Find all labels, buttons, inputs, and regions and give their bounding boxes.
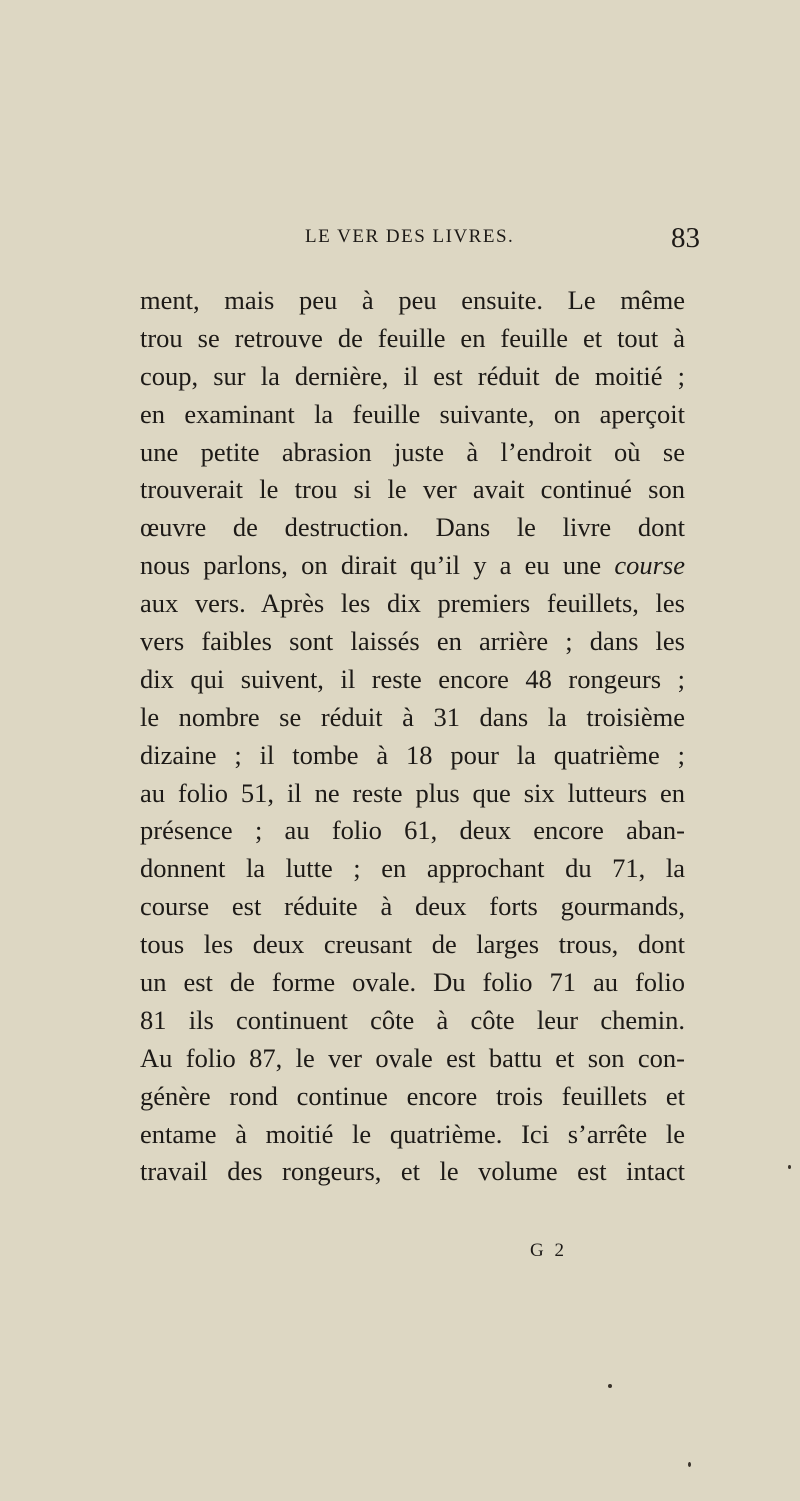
text-line: aux vers. Après les dix premiers feuillets, les [140, 588, 685, 619]
signature-mark: G 2 [530, 1240, 567, 1261]
text-line: trou se retrouve de feuille en feuille et tout à [140, 322, 685, 353]
page-number: 83 [671, 222, 700, 254]
text-line: Au folio 87, le ver ovale est battu et son con- [140, 1042, 685, 1073]
text-line: course est réduite à deux forts gourmands, [140, 891, 685, 922]
text-line: au folio 51, il ne reste plus que six lutteurs en [140, 777, 685, 808]
italic-word: course [614, 550, 685, 581]
text-line: un est de forme ovale. Du folio 71 au folio [140, 967, 685, 998]
paper-speck [688, 1462, 691, 1467]
text-line: en examinant la feuille suivante, on aperçoit [140, 398, 685, 429]
text-line: ment, mais peu à peu ensuite. Le même [140, 285, 685, 315]
text-line: une petite abrasion juste à l’endroit où se [140, 436, 685, 467]
text-line: donnent la lutte ; en approchant du 71, la [140, 853, 685, 884]
text-line: le nombre se réduit à 31 dans la troisième [140, 701, 685, 732]
text-line: dizaine ; il tombe à 18 pour la quatrième ; [140, 739, 685, 770]
text-line-with-italic [140, 547, 685, 585]
text-line-start: nous parlons, on dirait qu’il y a eu une [140, 550, 615, 581]
paper-speck [788, 1165, 791, 1169]
text-line: tous les deux creusant de larges trous, dont [140, 929, 685, 960]
text-line: dix qui suivent, il reste encore 48 rongeurs ; [140, 663, 685, 694]
text-line: génère rond continue encore trois feuillets et [140, 1080, 685, 1111]
text-line: coup, sur la dernière, il est réduit de moitié ; [140, 360, 685, 391]
text-line: entame à moitié le quatrième. Ici s’arrête le [140, 1118, 685, 1149]
text-line: présence ; au folio 61, deux encore aban- [140, 815, 685, 846]
text-line: 81 ils continuent côte à côte leur chemin. [140, 1004, 685, 1035]
text-line: trouverait le trou si le ver avait continué son [140, 474, 685, 505]
paper-speck [608, 1384, 612, 1388]
text-line: vers faibles sont laissés en arrière ; dans les [140, 626, 685, 657]
text-line: travail des rongeurs, et le volume est intact [140, 1156, 685, 1187]
body-text [140, 282, 685, 1191]
running-title: LE VER DES LIVRES. [305, 226, 515, 247]
text-line: œuvre de destruction. Dans le livre dont [140, 512, 685, 543]
